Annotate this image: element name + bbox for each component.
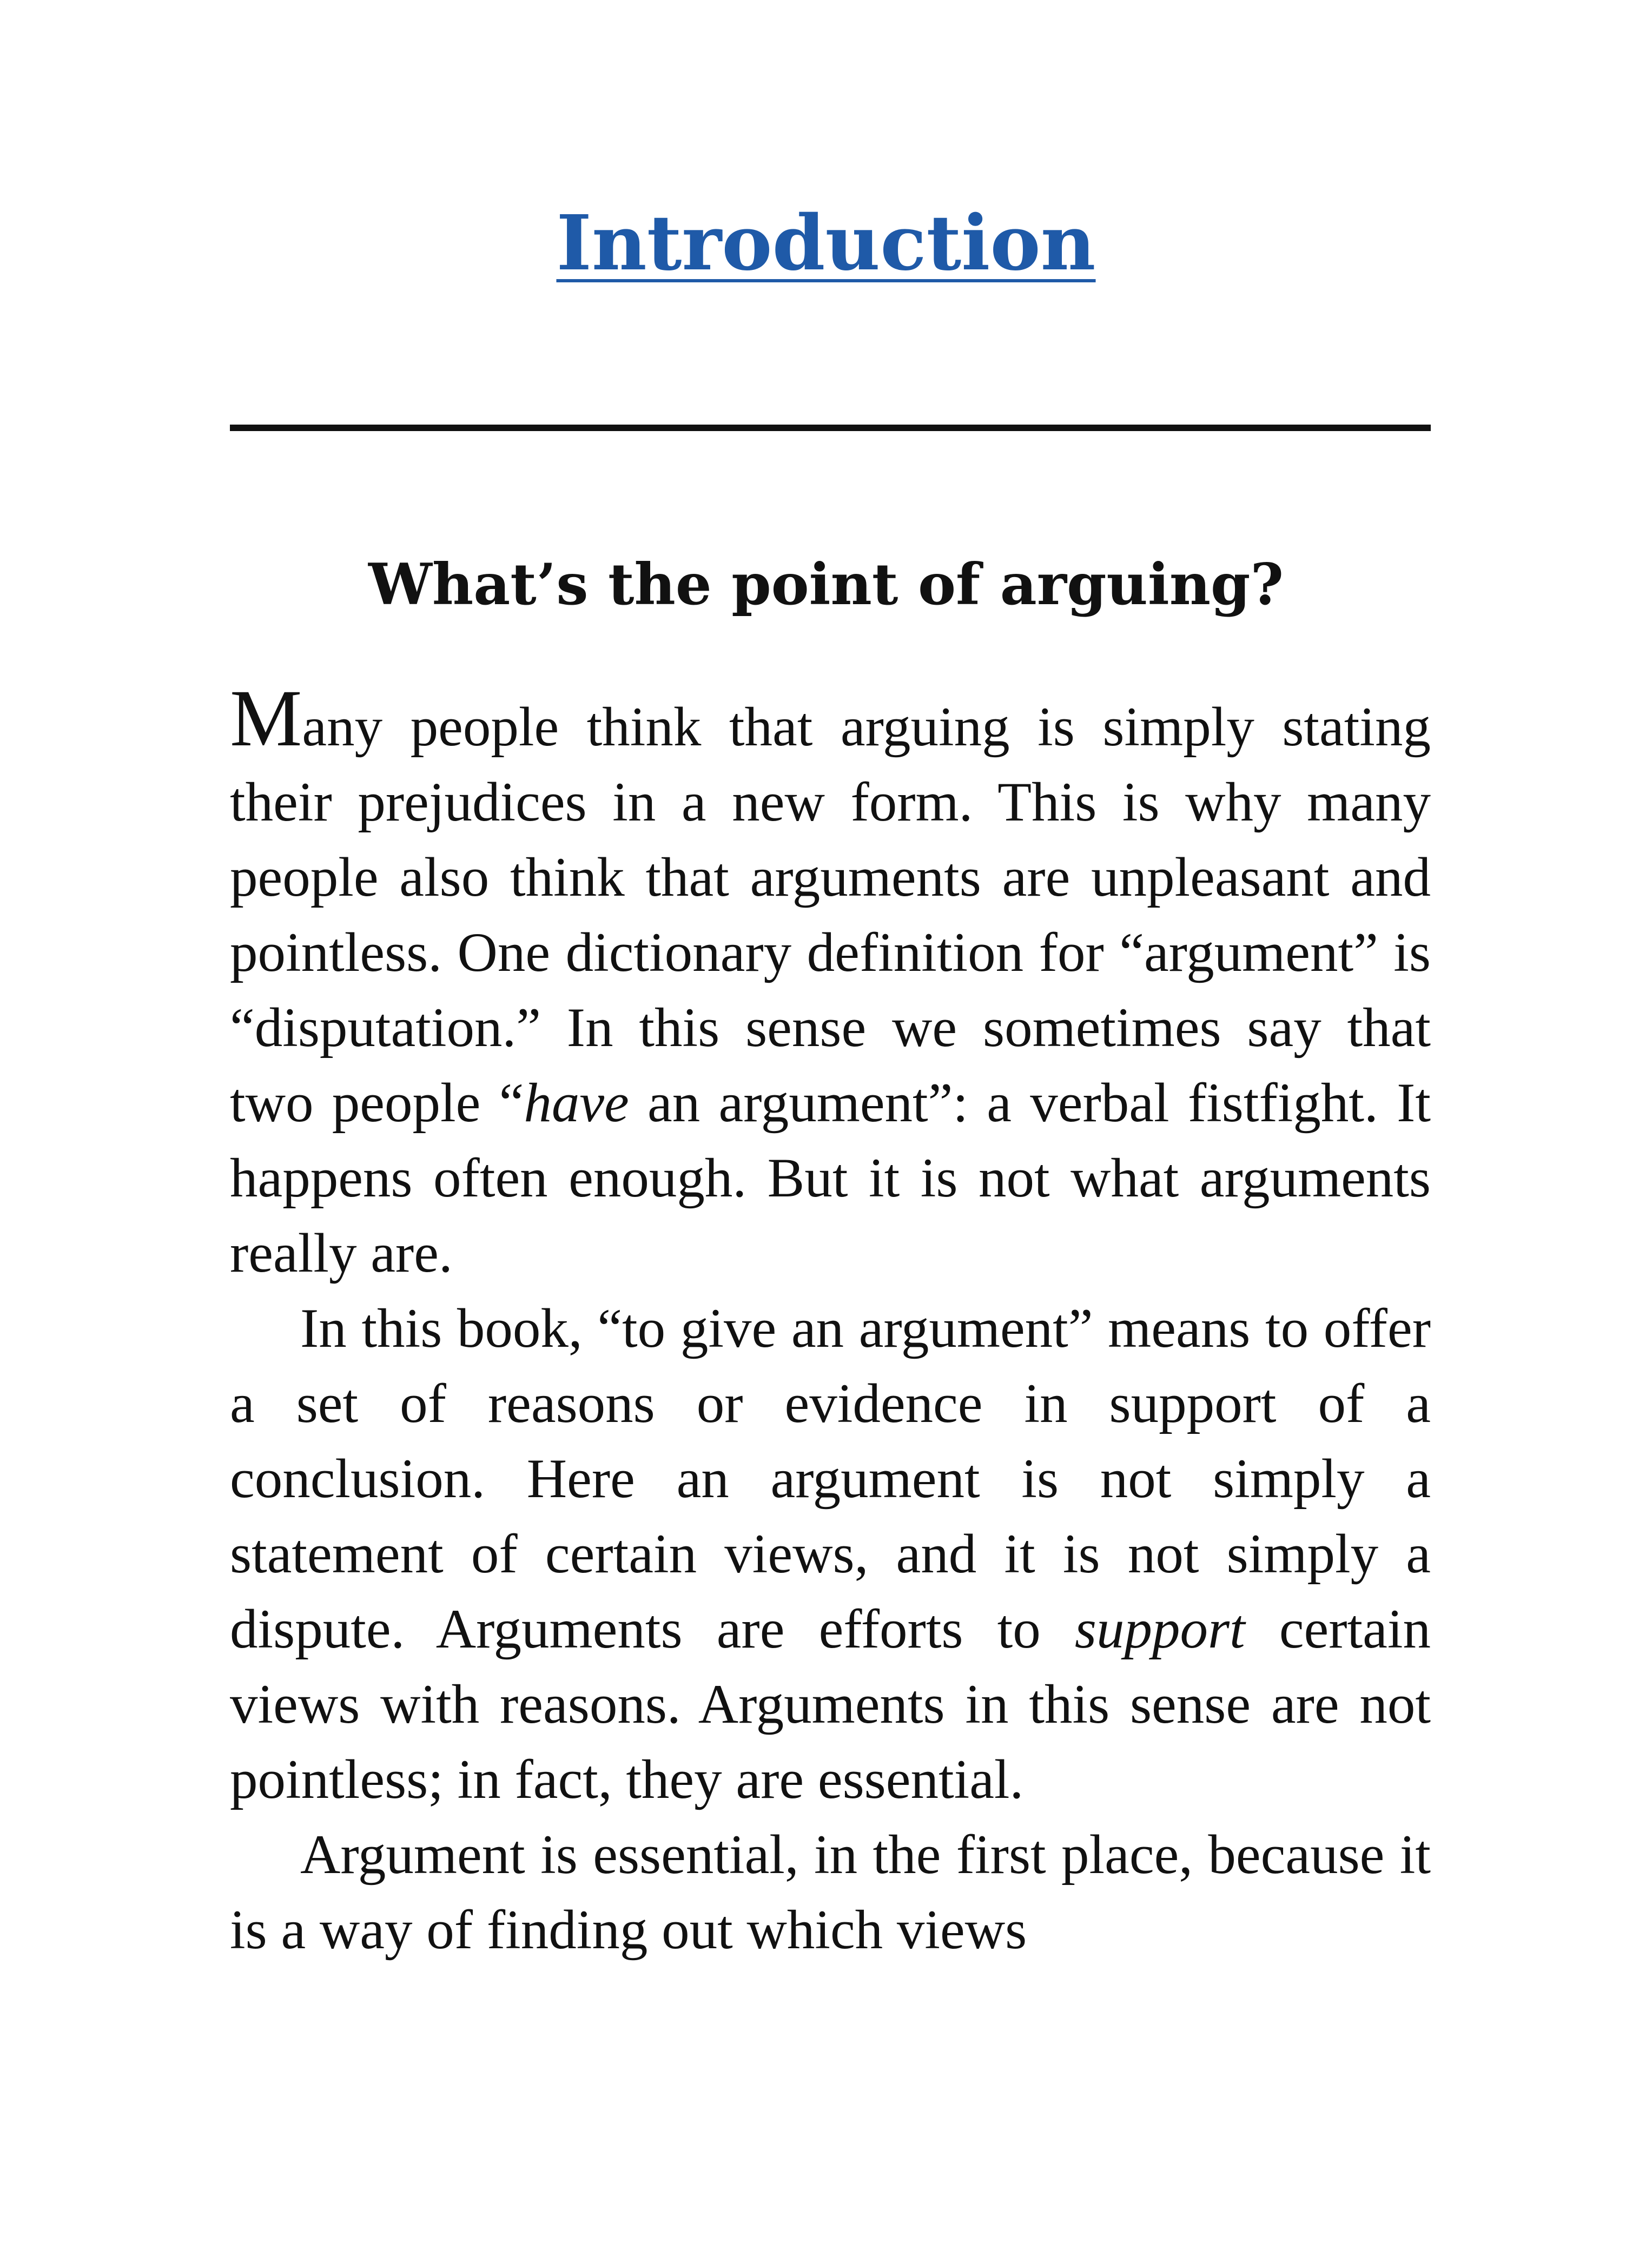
paragraph-1 bbox=[230, 673, 1431, 1291]
paragraph-2-italic: support bbox=[1074, 1598, 1245, 1660]
paragraph-1-text-b: an argument”: a verbal fistfight. It happens often enough. But it is not what arguments really are. bbox=[230, 1072, 1431, 1284]
paragraph-3 bbox=[230, 1817, 1431, 1968]
paragraph-2-text-b: certain views with reasons. Arguments in this sense are not pointless; in fact, they are essential. bbox=[230, 1598, 1431, 1810]
paragraph-3-text: Argument is essential, in the first place, because it is a way of finding out which views bbox=[230, 1824, 1431, 1961]
section-heading: What’s the point of arguing? bbox=[368, 551, 1284, 618]
chapter-title[interactable]: Introduction bbox=[556, 199, 1096, 288]
paragraph-1-text-a: any people think that arguing is simply stating their prejudices in a new form. This is why many people also think that arguments are unpleasant and pointless. One dictionary definition for “argument” is “disputation.” In this sense we sometimes say that two people “ bbox=[230, 696, 1431, 1134]
drop-cap-letter: M bbox=[230, 673, 302, 763]
paragraph-2-text-a: In this book, “to give an argument” means to offer a set of reasons or evidence in support of a conclusion. Here an argument is not simply a statement of certain views, and it is not simply a dispute. Arguments are efforts to bbox=[230, 1298, 1431, 1660]
body-text bbox=[230, 673, 1431, 1968]
paragraph-1-italic: have bbox=[524, 1072, 629, 1134]
paragraph-2 bbox=[230, 1291, 1431, 1817]
horizontal-rule bbox=[230, 425, 1431, 431]
